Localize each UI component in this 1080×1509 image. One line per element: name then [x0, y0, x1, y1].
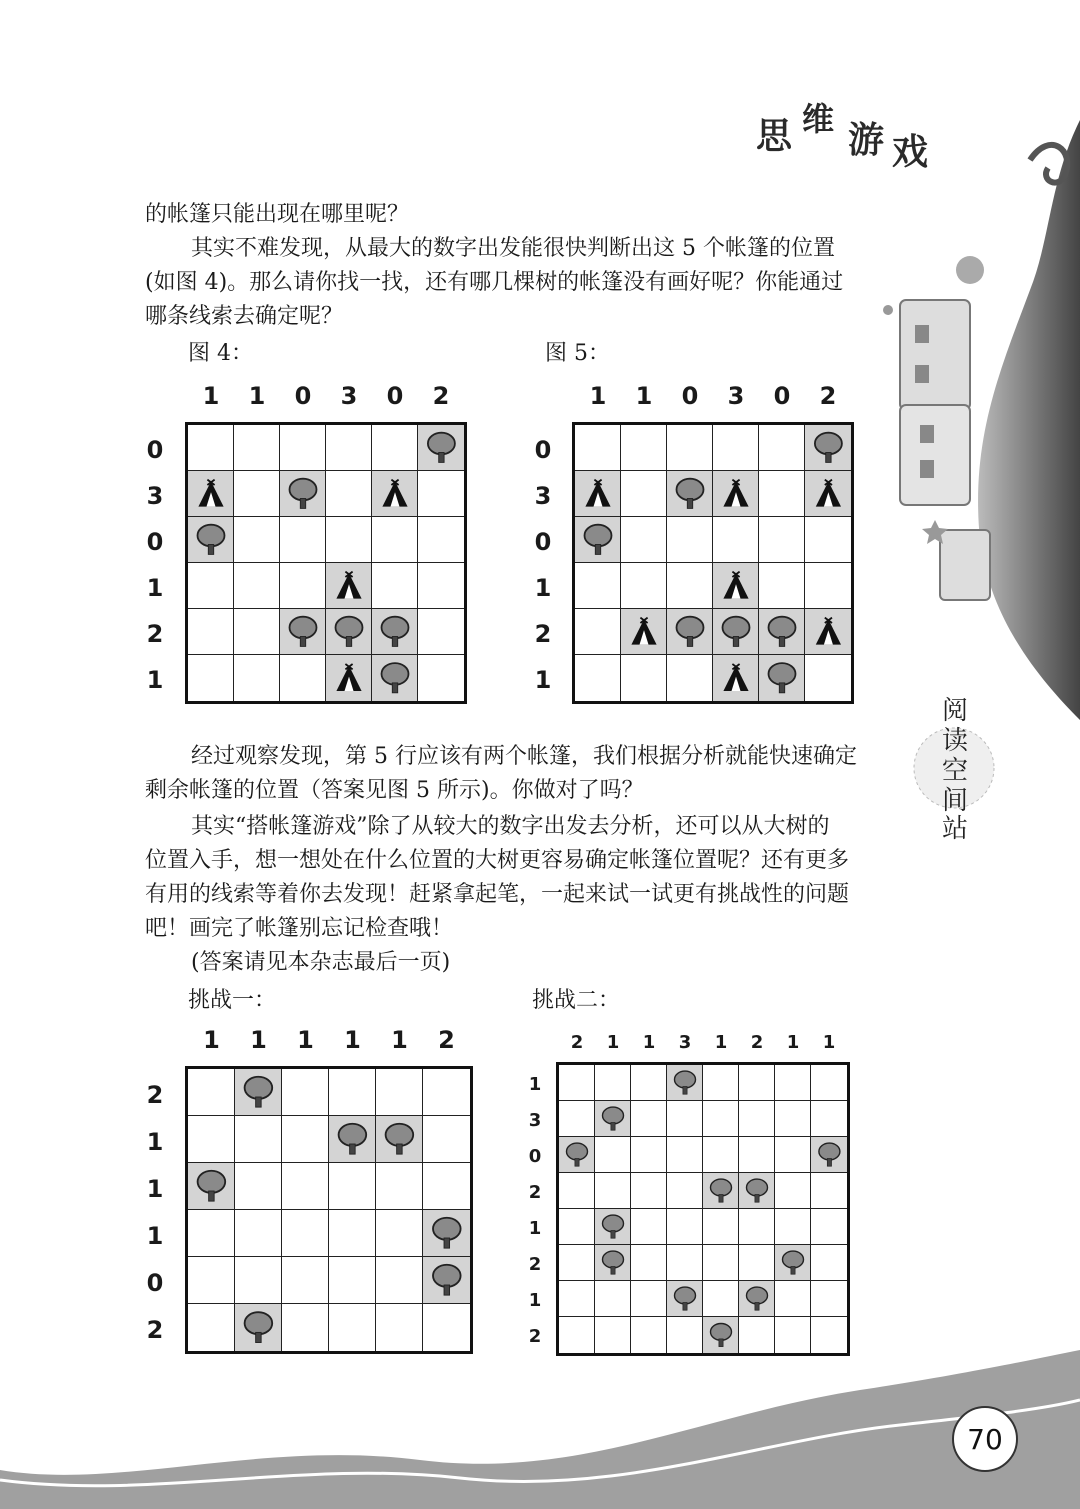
- column-clue: 1: [589, 382, 607, 410]
- grid-cell[interactable]: [621, 517, 667, 563]
- row-clue: 2: [146, 620, 164, 648]
- tree-icon: [672, 614, 708, 650]
- grid-cell[interactable]: [667, 1101, 703, 1137]
- column-clue: 1: [248, 382, 266, 410]
- tree-icon: [563, 1141, 591, 1169]
- grid-cell[interactable]: [811, 1065, 847, 1101]
- text-line: 的帐篷只能出现在哪里呢？: [145, 202, 410, 227]
- column-clue: 0: [386, 382, 404, 410]
- tent-icon: [718, 660, 754, 697]
- figure-5-label: 图 5：: [545, 341, 610, 366]
- column-clue: 1: [714, 1032, 728, 1053]
- grid-cell[interactable]: [667, 1245, 703, 1281]
- row-clue: 2: [528, 1326, 542, 1347]
- grid-cell[interactable]: [329, 1116, 376, 1163]
- grid-cell[interactable]: [372, 425, 418, 471]
- column-clue: 3: [678, 1032, 692, 1053]
- grid-cell[interactable]: [282, 1069, 329, 1116]
- stamp-char: 空: [942, 756, 969, 786]
- column-clue: 3: [340, 382, 358, 410]
- grid-cell[interactable]: [282, 1257, 329, 1304]
- grid-cell[interactable]: [759, 471, 805, 517]
- text-line: 位置入手，想一想处在什么位置的大树更容易确定帐篷位置呢？还有更多: [145, 848, 850, 873]
- puzzle-grid: [185, 422, 467, 704]
- tree-icon: [331, 614, 367, 650]
- grid-cell[interactable]: [188, 471, 234, 517]
- row-clue: 0: [534, 436, 552, 464]
- tree-icon: [377, 614, 413, 650]
- grid-cell[interactable]: [326, 517, 372, 563]
- puzzle-grid: [185, 1066, 473, 1354]
- grid-cell[interactable]: [667, 1065, 703, 1101]
- grid-cell[interactable]: [667, 1209, 703, 1245]
- row-clue: 0: [146, 528, 164, 556]
- tree-icon: [285, 614, 321, 650]
- grid-cell[interactable]: [418, 609, 464, 655]
- challenge-2-label: 挑战二：: [532, 988, 621, 1013]
- tree-icon: [764, 614, 800, 650]
- tree-icon: [743, 1177, 771, 1205]
- grid-cell[interactable]: [234, 655, 280, 701]
- title-char: 维: [802, 100, 835, 138]
- grid-cell[interactable]: [575, 563, 621, 609]
- grid-cell[interactable]: [631, 1101, 667, 1137]
- tree-icon: [240, 1074, 277, 1111]
- tree-icon: [428, 1215, 466, 1252]
- grid-cell[interactable]: [575, 425, 621, 471]
- grid-cell[interactable]: [703, 1137, 739, 1173]
- grid-cell[interactable]: [423, 1116, 470, 1163]
- tent-icon: [331, 568, 367, 604]
- column-clue: 1: [344, 1026, 361, 1054]
- grid-cell[interactable]: [376, 1210, 423, 1257]
- grid-cell[interactable]: [667, 655, 713, 701]
- puzzle-grid: [572, 422, 854, 704]
- paragraph: [145, 198, 880, 232]
- grid-cell[interactable]: [759, 517, 805, 563]
- grid-cell[interactable]: [811, 1137, 847, 1173]
- grid-cell[interactable]: [703, 1245, 739, 1281]
- column-clue: 2: [750, 1032, 764, 1053]
- row-clue: 3: [534, 482, 552, 510]
- tree-icon: [377, 660, 413, 697]
- column-clue: 2: [819, 382, 837, 410]
- grid-cell[interactable]: [188, 563, 234, 609]
- grid-cell[interactable]: [631, 1137, 667, 1173]
- grid-cell[interactable]: [667, 425, 713, 471]
- grid-cell[interactable]: [667, 1281, 703, 1317]
- grid-cell[interactable]: [631, 1281, 667, 1317]
- grid-cell[interactable]: [188, 425, 234, 471]
- grid-cell[interactable]: [713, 517, 759, 563]
- grid-cell[interactable]: [234, 471, 280, 517]
- grid-cell[interactable]: [621, 609, 667, 655]
- grid-cell[interactable]: [703, 1173, 739, 1209]
- paragraph: [145, 232, 880, 334]
- row-clue: 1: [146, 1174, 164, 1203]
- grid-cell[interactable]: [280, 425, 326, 471]
- title-char: 思: [756, 116, 793, 157]
- tree-icon: [334, 1121, 371, 1158]
- grid-cell[interactable]: [559, 1209, 595, 1245]
- tent-icon: [718, 476, 754, 512]
- tree-icon: [423, 430, 460, 466]
- tent-icon: [626, 614, 662, 650]
- tree-icon: [671, 1285, 699, 1313]
- grid-cell[interactable]: [621, 563, 667, 609]
- row-clue: 0: [534, 528, 552, 556]
- grid-cell[interactable]: [667, 517, 713, 563]
- grid-cell[interactable]: [575, 655, 621, 701]
- grid-cell[interactable]: [326, 471, 372, 517]
- page-number: 70: [952, 1406, 1018, 1472]
- text-line: 其实不难发现，从最大的数字出发能很快判断出这 5 个帐篷的位置: [191, 236, 835, 261]
- tree-icon: [671, 1069, 699, 1097]
- grid-cell[interactable]: [329, 1257, 376, 1304]
- row-clue: 0: [528, 1146, 542, 1167]
- tree-icon: [285, 476, 321, 512]
- tent-icon: [810, 614, 847, 650]
- row-clue: 2: [534, 620, 552, 648]
- grid-cell[interactable]: [282, 1163, 329, 1210]
- grid-cell[interactable]: [811, 1245, 847, 1281]
- grid-cell[interactable]: [188, 1210, 235, 1257]
- figure-4-label: 图 4：: [188, 341, 253, 366]
- grid-cell[interactable]: [418, 655, 464, 701]
- grid-cell[interactable]: [372, 471, 418, 517]
- grid-cell[interactable]: [595, 1101, 631, 1137]
- tent-icon: [331, 660, 367, 697]
- text-line: (答案请见本杂志最后一页): [191, 950, 451, 975]
- row-clue: 2: [528, 1182, 542, 1203]
- row-clue: 3: [528, 1110, 542, 1131]
- tree-icon: [599, 1213, 627, 1241]
- reading-space-stamp: [912, 690, 996, 844]
- grid-cell[interactable]: [372, 563, 418, 609]
- tree-icon: [193, 1168, 230, 1205]
- tree-icon: [718, 614, 754, 650]
- grid-cell[interactable]: [235, 1069, 282, 1116]
- title-char: 游: [848, 120, 885, 161]
- grid-cell[interactable]: [805, 425, 851, 471]
- grid-cell[interactable]: [559, 1173, 595, 1209]
- grid-cell[interactable]: [811, 1281, 847, 1317]
- grid-cell[interactable]: [188, 1163, 235, 1210]
- grid-cell[interactable]: [713, 563, 759, 609]
- grid-cell[interactable]: [188, 1069, 235, 1116]
- grid-cell[interactable]: [667, 1173, 703, 1209]
- text-line: 其实“搭帐篷游戏”除了从较大的数字出发去分析，还可以从大树的: [191, 814, 830, 839]
- grid-cell[interactable]: [376, 1069, 423, 1116]
- column-clue: 2: [570, 1032, 584, 1053]
- row-clue: 1: [528, 1290, 542, 1311]
- grid-cell[interactable]: [713, 609, 759, 655]
- grid-cell[interactable]: [418, 517, 464, 563]
- grid-cell[interactable]: [559, 1137, 595, 1173]
- row-clue: 3: [146, 482, 164, 510]
- row-clue: 1: [528, 1074, 542, 1095]
- title-char: 戏: [892, 132, 929, 173]
- grid-cell[interactable]: [282, 1210, 329, 1257]
- grid-cell[interactable]: [713, 655, 759, 701]
- tree-icon: [743, 1285, 771, 1313]
- grid-cell[interactable]: [621, 425, 667, 471]
- grid-cell[interactable]: [188, 1116, 235, 1163]
- grid-cell[interactable]: [595, 1245, 631, 1281]
- row-clue: 2: [146, 1080, 164, 1109]
- grid-cell[interactable]: [775, 1065, 811, 1101]
- tree-icon: [779, 1249, 807, 1277]
- grid-cell[interactable]: [235, 1257, 282, 1304]
- grid-cell[interactable]: [805, 471, 851, 517]
- grid-cell[interactable]: [667, 563, 713, 609]
- paragraph: [145, 810, 880, 946]
- grid-cell[interactable]: [621, 471, 667, 517]
- column-clue: 1: [635, 382, 653, 410]
- decorative-swirl-illustration: [860, 120, 1080, 720]
- grid-cell[interactable]: [775, 1281, 811, 1317]
- grid-cell[interactable]: [575, 471, 621, 517]
- grid-cell[interactable]: [667, 609, 713, 655]
- grid-cell[interactable]: [703, 1209, 739, 1245]
- text-line: 剩余帐篷的位置（答案见图 5 所示)。你做对了吗？: [145, 778, 644, 803]
- column-clue: 1: [250, 1026, 267, 1054]
- tree-icon: [580, 522, 616, 558]
- tent-icon: [810, 476, 847, 512]
- grid-cell[interactable]: [775, 1245, 811, 1281]
- grid-cell[interactable]: [775, 1173, 811, 1209]
- grid-cell[interactable]: [739, 1173, 775, 1209]
- grid-cell[interactable]: [372, 655, 418, 701]
- grid-cell[interactable]: [423, 1163, 470, 1210]
- text-line: 经过观察发现，第 5 行应该有两个帐篷，我们根据分析就能快速确定: [191, 744, 857, 769]
- grid-cell[interactable]: [739, 1245, 775, 1281]
- grid-cell[interactable]: [631, 1173, 667, 1209]
- grid-cell[interactable]: [759, 655, 805, 701]
- tree-icon: [599, 1249, 627, 1277]
- bottom-wave-decoration: [0, 1320, 1080, 1509]
- row-clue: 0: [146, 436, 164, 464]
- grid-cell[interactable]: [575, 609, 621, 655]
- grid-cell[interactable]: [280, 471, 326, 517]
- tree-icon: [810, 430, 847, 466]
- grid-cell[interactable]: [234, 425, 280, 471]
- column-clue: 1: [297, 1026, 314, 1054]
- grid-cell[interactable]: [423, 1069, 470, 1116]
- grid-cell[interactable]: [667, 471, 713, 517]
- grid-cell[interactable]: [703, 1065, 739, 1101]
- row-clue: 1: [146, 1221, 164, 1250]
- grid-cell[interactable]: [739, 1281, 775, 1317]
- row-clue: 1: [146, 574, 164, 602]
- row-clue: 1: [146, 666, 164, 694]
- grid-cell[interactable]: [775, 1209, 811, 1245]
- grid-cell[interactable]: [667, 1137, 703, 1173]
- tent-icon: [718, 568, 754, 604]
- grid-cell[interactable]: [805, 517, 851, 563]
- grid-cell[interactable]: [595, 1209, 631, 1245]
- grid-cell[interactable]: [811, 1173, 847, 1209]
- column-clue: 1: [391, 1026, 408, 1054]
- column-clue: 2: [438, 1026, 455, 1054]
- stamp-char: 站: [942, 814, 969, 844]
- grid-cell[interactable]: [775, 1137, 811, 1173]
- text-line: 吧！画完了帐篷别忘记检查哦！: [145, 916, 454, 941]
- grid-cell[interactable]: [188, 517, 234, 563]
- grid-cell[interactable]: [631, 1065, 667, 1101]
- grid-cell[interactable]: [188, 655, 234, 701]
- stamp-char: 间: [942, 786, 969, 816]
- grid-cell[interactable]: [575, 517, 621, 563]
- grid-cell[interactable]: [775, 1101, 811, 1137]
- stamp-char: 读: [942, 726, 969, 756]
- grid-cell[interactable]: [631, 1245, 667, 1281]
- tree-icon: [381, 1121, 418, 1158]
- tree-icon: [599, 1105, 627, 1133]
- grid-cell[interactable]: [329, 1210, 376, 1257]
- grid-cell[interactable]: [759, 563, 805, 609]
- grid-cell[interactable]: [235, 1116, 282, 1163]
- grid-cell[interactable]: [234, 563, 280, 609]
- grid-cell[interactable]: [418, 471, 464, 517]
- grid-cell[interactable]: [376, 1163, 423, 1210]
- column-clue: 0: [773, 382, 791, 410]
- grid-cell[interactable]: [376, 1116, 423, 1163]
- grid-cell[interactable]: [188, 609, 234, 655]
- grid-cell[interactable]: [326, 563, 372, 609]
- column-clue: 0: [294, 382, 312, 410]
- column-clue: 1: [203, 1026, 220, 1054]
- text-line: 有用的线索等着你去发现！赶紧拿起笔，一起来试一试更有挑战性的问题: [145, 882, 850, 907]
- grid-cell[interactable]: [703, 1281, 739, 1317]
- grid-cell[interactable]: [235, 1163, 282, 1210]
- tree-icon: [428, 1262, 466, 1299]
- row-clue: 2: [528, 1254, 542, 1275]
- grid-cell[interactable]: [739, 1101, 775, 1137]
- grid-cell[interactable]: [280, 609, 326, 655]
- grid-cell[interactable]: [805, 563, 851, 609]
- grid-cell[interactable]: [423, 1210, 470, 1257]
- text-line: 哪条线索去确定呢？: [145, 304, 344, 329]
- row-clue: 0: [146, 1268, 164, 1297]
- grid-cell[interactable]: [280, 517, 326, 563]
- text-line: (如图 4)。那么请你找一找，还有哪几棵树的帐篷没有画好呢？你能通过: [145, 270, 844, 295]
- tree-icon: [193, 522, 229, 558]
- paragraph: [145, 740, 880, 808]
- grid-cell[interactable]: [326, 425, 372, 471]
- column-clue: 2: [432, 382, 450, 410]
- grid-cell[interactable]: [595, 1065, 631, 1101]
- grid-cell[interactable]: [326, 655, 372, 701]
- grid-cell[interactable]: [759, 609, 805, 655]
- grid-cell[interactable]: [811, 1101, 847, 1137]
- row-clue: 2: [146, 1315, 164, 1344]
- grid-cell[interactable]: [559, 1281, 595, 1317]
- grid-cell[interactable]: [713, 471, 759, 517]
- grid-cell[interactable]: [739, 1065, 775, 1101]
- grid-cell[interactable]: [559, 1065, 595, 1101]
- tree-icon: [815, 1141, 844, 1169]
- stamp-char: 阅: [942, 696, 969, 726]
- column-clue: 1: [606, 1032, 620, 1053]
- grid-cell[interactable]: [234, 609, 280, 655]
- grid-cell[interactable]: [631, 1209, 667, 1245]
- grid-cell[interactable]: [621, 655, 667, 701]
- tent-icon: [580, 476, 616, 512]
- grid-cell[interactable]: [703, 1101, 739, 1137]
- grid-cell[interactable]: [329, 1069, 376, 1116]
- row-clue: 1: [534, 666, 552, 694]
- tree-icon: [672, 476, 708, 512]
- grid-cell[interactable]: [713, 425, 759, 471]
- grid-cell[interactable]: [326, 609, 372, 655]
- grid-cell[interactable]: [376, 1257, 423, 1304]
- row-clue: 1: [528, 1218, 542, 1239]
- grid-cell[interactable]: [559, 1101, 595, 1137]
- grid-cell[interactable]: [188, 1257, 235, 1304]
- puzzle-grid: [556, 1062, 850, 1356]
- grid-cell[interactable]: [372, 609, 418, 655]
- grid-cell[interactable]: [234, 517, 280, 563]
- tree-icon: [764, 660, 800, 697]
- grid-cell[interactable]: [559, 1245, 595, 1281]
- grid-cell[interactable]: [423, 1257, 470, 1304]
- grid-cell[interactable]: [418, 563, 464, 609]
- column-clue: 1: [642, 1032, 656, 1053]
- grid-cell[interactable]: [418, 425, 464, 471]
- grid-cell[interactable]: [805, 609, 851, 655]
- column-clue: 1: [786, 1032, 800, 1053]
- grid-cell[interactable]: [595, 1173, 631, 1209]
- tent-icon: [193, 476, 229, 512]
- grid-cell[interactable]: [595, 1281, 631, 1317]
- column-clue: 1: [202, 382, 220, 410]
- grid-cell[interactable]: [235, 1210, 282, 1257]
- grid-cell[interactable]: [811, 1209, 847, 1245]
- grid-cell[interactable]: [282, 1116, 329, 1163]
- tent-icon: [377, 476, 413, 512]
- challenge-1-label: 挑战一：: [188, 988, 277, 1013]
- column-clue: 3: [727, 382, 745, 410]
- grid-cell[interactable]: [739, 1137, 775, 1173]
- paragraph: [145, 946, 880, 980]
- grid-cell[interactable]: [595, 1137, 631, 1173]
- tree-icon: [707, 1177, 735, 1205]
- grid-cell[interactable]: [280, 655, 326, 701]
- grid-cell[interactable]: [329, 1163, 376, 1210]
- row-clue: 1: [534, 574, 552, 602]
- grid-cell[interactable]: [759, 425, 805, 471]
- row-clue: 1: [146, 1127, 164, 1156]
- column-clue: 0: [681, 382, 699, 410]
- grid-cell[interactable]: [739, 1209, 775, 1245]
- grid-cell[interactable]: [280, 563, 326, 609]
- grid-cell[interactable]: [372, 517, 418, 563]
- column-clue: 1: [822, 1032, 836, 1053]
- grid-cell[interactable]: [805, 655, 851, 701]
